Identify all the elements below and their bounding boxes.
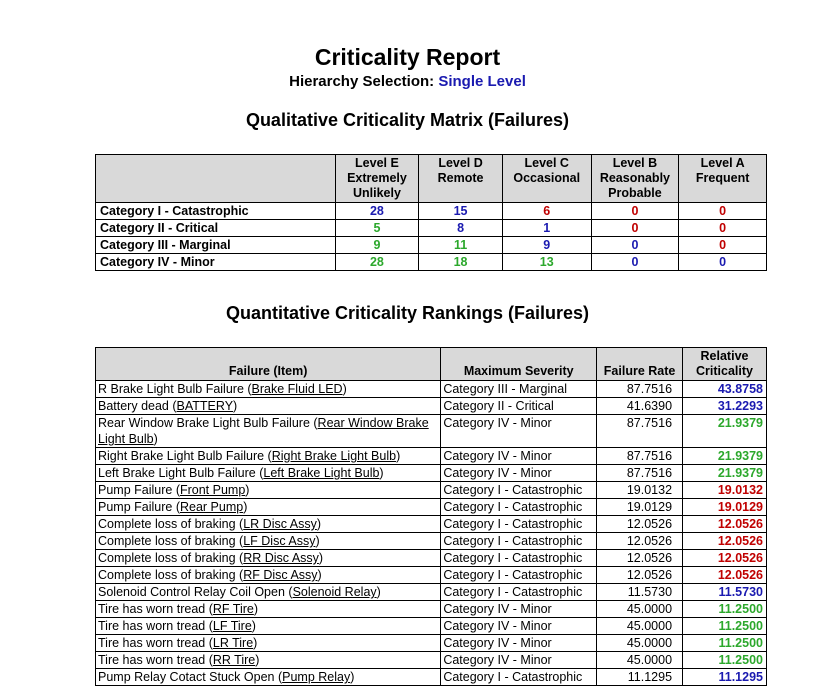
severity-cell: Category I - Catastrophic xyxy=(441,550,597,567)
item-link[interactable]: Brake Fluid LED xyxy=(251,382,343,396)
criticality-cell: 21.9379 xyxy=(683,448,767,465)
severity-cell: Category I - Catastrophic xyxy=(441,584,597,601)
matrix-count: 0 xyxy=(591,254,679,271)
matrix-count: 18 xyxy=(419,254,503,271)
matrix-count: 0 xyxy=(591,237,679,254)
rankings-header-row xyxy=(96,348,767,381)
severity-cell: Category IV - Minor xyxy=(441,415,597,448)
table-row xyxy=(96,398,767,415)
matrix-count: 6 xyxy=(502,203,591,220)
failure-cell: R Brake Light Bulb Failure (Brake Fluid LED) xyxy=(96,381,441,398)
matrix-row xyxy=(96,220,767,237)
failure-rate-cell: 19.0132 xyxy=(597,482,683,499)
matrix-count: 15 xyxy=(419,203,503,220)
failure-mode: Tire has worn tread xyxy=(98,636,206,650)
failure-cell: Rear Window Brake Light Bulb Failure (Rear Window Brake Light Bulb) xyxy=(96,415,441,448)
table-row xyxy=(96,550,767,567)
criticality-cell: 12.0526 xyxy=(683,533,767,550)
matrix-count: 0 xyxy=(679,254,767,271)
matrix-count: 28 xyxy=(335,203,419,220)
severity-cell: Category IV - Minor xyxy=(441,652,597,669)
item-link[interactable]: Solenoid Relay xyxy=(292,585,377,599)
criticality-cell: 11.2500 xyxy=(683,652,767,669)
matrix-category: Category III - Marginal xyxy=(96,237,336,254)
failure-mode: Pump Relay Cotact Stuck Open xyxy=(98,670,275,684)
report-title: Criticality Report xyxy=(314,44,501,70)
failure-mode: Left Brake Light Bulb Failure xyxy=(98,466,256,480)
matrix-level-header xyxy=(502,155,591,203)
failure-mode: Right Brake Light Bulb Failure xyxy=(98,449,265,463)
table-row xyxy=(96,415,767,448)
matrix-title: Qualitative Criticality Matrix (Failures) xyxy=(245,110,570,130)
failure-mode: Pump Failure xyxy=(98,483,173,497)
matrix-count: 0 xyxy=(591,220,679,237)
matrix-level-header-line: Reasonably xyxy=(599,171,670,185)
matrix-level-header-line: Remote xyxy=(437,171,484,185)
failure-mode: Solenoid Control Relay Coil Open xyxy=(98,585,285,599)
item-link[interactable]: RF Disc Assy xyxy=(243,568,318,582)
table-row xyxy=(96,516,767,533)
criticality-cell: 21.9379 xyxy=(683,465,767,482)
failure-cell: Tire has worn tread (LF Tire) xyxy=(96,618,441,635)
matrix-count: 8 xyxy=(419,220,503,237)
failure-rate-cell: 45.0000 xyxy=(597,618,683,635)
matrix-count: 9 xyxy=(335,237,419,254)
severity-cell: Category I - Catastrophic xyxy=(441,499,597,516)
severity-cell: Category I - Catastrophic xyxy=(441,567,597,584)
matrix-row xyxy=(96,237,767,254)
failure-rate-cell: 19.0129 xyxy=(597,499,683,516)
matrix-row xyxy=(96,203,767,220)
matrix-level-header xyxy=(679,155,767,203)
failure-rate-cell: 45.0000 xyxy=(597,652,683,669)
failure-rate-cell: 11.1295 xyxy=(597,669,683,686)
item-link[interactable]: Front Pump xyxy=(179,483,246,497)
failure-mode: Tire has worn tread xyxy=(98,619,206,633)
failure-rate-cell: 12.0526 xyxy=(597,533,683,550)
matrix-level-header-line: Level E xyxy=(355,156,399,170)
item-link[interactable]: LF Disc Assy xyxy=(243,534,316,548)
failure-rate-cell: 41.6390 xyxy=(597,398,683,415)
item-link[interactable]: Rear Window Brake Light Bulb xyxy=(98,416,429,446)
failure-cell: Complete loss of braking (LF Disc Assy) xyxy=(96,533,441,550)
matrix-count: 1 xyxy=(502,220,591,237)
table-row xyxy=(96,635,767,652)
matrix-category: Category II - Critical xyxy=(96,220,336,237)
matrix-level-header-line: Occasional xyxy=(513,171,581,185)
severity-cell: Category IV - Minor xyxy=(441,465,597,482)
matrix-level-header-line: Frequent xyxy=(695,171,750,185)
matrix-level-header-line: Unlikely xyxy=(352,186,401,200)
failure-cell: Tire has worn tread (RR Tire) xyxy=(96,652,441,669)
matrix-count: 0 xyxy=(591,203,679,220)
table-row xyxy=(96,499,767,516)
table-row xyxy=(96,669,767,686)
matrix-row xyxy=(96,254,767,271)
criticality-cell: 11.2500 xyxy=(683,618,767,635)
failure-mode: Complete loss of braking xyxy=(98,534,236,548)
failure-mode: Complete loss of braking xyxy=(98,551,236,565)
item-link[interactable]: LR Disc Assy xyxy=(243,517,317,531)
criticality-cell: 11.2500 xyxy=(683,601,767,618)
matrix-level-header-line: Level C xyxy=(524,156,569,170)
matrix-count: 0 xyxy=(679,203,767,220)
table-row xyxy=(96,567,767,584)
failure-cell: Pump Failure (Rear Pump) xyxy=(96,499,441,516)
matrix-level-header-line: Level B xyxy=(612,156,658,170)
matrix-level-header xyxy=(419,155,503,203)
failure-cell: Pump Failure (Front Pump) xyxy=(96,482,441,499)
col-header-failure: Failure (Item) xyxy=(96,348,441,381)
item-link[interactable]: BATTERY xyxy=(176,399,234,413)
matrix-category: Category I - Catastrophic xyxy=(96,203,336,220)
failure-rate-cell: 87.7516 xyxy=(597,448,683,465)
failure-cell: Right Brake Light Bulb Failure (Right Brake Light Bulb) xyxy=(96,448,441,465)
matrix-level-header-line: Extremely xyxy=(347,171,407,185)
table-row xyxy=(96,381,767,398)
criticality-cell: 11.1295 xyxy=(683,669,767,686)
severity-cell: Category I - Catastrophic xyxy=(441,482,597,499)
item-link[interactable]: LR Tire xyxy=(212,636,254,650)
failure-cell: Battery dead (BATTERY) xyxy=(96,398,441,415)
col-header-criticality xyxy=(683,348,767,381)
matrix-level-header xyxy=(591,155,679,203)
item-link[interactable]: RF Tire xyxy=(212,602,254,616)
matrix-header-row xyxy=(96,155,767,203)
failure-mode: R Brake Light Bulb Failure xyxy=(98,382,244,396)
failure-rate-cell: 11.5730 xyxy=(597,584,683,601)
matrix-level-header-line: Level A xyxy=(700,156,745,170)
failure-rate-cell: 87.7516 xyxy=(597,381,683,398)
table-row xyxy=(96,533,767,550)
col-header-rate: Failure Rate xyxy=(597,348,683,381)
severity-cell: Category IV - Minor xyxy=(441,601,597,618)
failure-mode: Tire has worn tread xyxy=(98,653,206,667)
criticality-rankings-table xyxy=(95,347,767,686)
matrix-count: 9 xyxy=(502,237,591,254)
matrix-level-header-line: Level D xyxy=(438,156,483,170)
severity-cell: Category I - Catastrophic xyxy=(441,669,597,686)
matrix-level-header xyxy=(335,155,419,203)
hierarchy-selection-label: Hierarchy Selection: xyxy=(289,73,435,90)
criticality-cell: 12.0526 xyxy=(683,567,767,584)
criticality-cell: 43.8758 xyxy=(683,381,767,398)
item-link[interactable]: RR Tire xyxy=(212,653,256,667)
matrix-count: 0 xyxy=(679,237,767,254)
item-link[interactable]: Left Brake Light Bulb xyxy=(263,466,380,480)
severity-cell: Category IV - Minor xyxy=(441,635,597,652)
failure-mode: Complete loss of braking xyxy=(98,517,236,531)
failure-rate-cell: 87.7516 xyxy=(597,465,683,482)
failure-cell: Tire has worn tread (RF Tire) xyxy=(96,601,441,618)
table-row xyxy=(96,465,767,482)
matrix-level-header-line: Probable xyxy=(608,186,662,200)
failure-cell: Complete loss of braking (LR Disc Assy) xyxy=(96,516,441,533)
matrix-category: Category IV - Minor xyxy=(96,254,336,271)
table-row xyxy=(96,652,767,669)
criticality-cell: 12.0526 xyxy=(683,516,767,533)
criticality-matrix xyxy=(95,154,767,271)
hierarchy-selection-value: Single Level xyxy=(438,73,526,90)
failure-mode: Battery dead xyxy=(98,399,169,413)
matrix-count: 5 xyxy=(335,220,419,237)
criticality-cell: 19.0129 xyxy=(683,499,767,516)
criticality-cell: 11.2500 xyxy=(683,635,767,652)
criticality-cell: 21.9379 xyxy=(683,415,767,448)
failure-mode: Pump Failure xyxy=(98,500,173,514)
failure-cell: Tire has worn tread (LR Tire) xyxy=(96,635,441,652)
failure-rate-cell: 12.0526 xyxy=(597,567,683,584)
col-header-severity: Maximum Severity xyxy=(441,348,597,381)
severity-cell: Category II - Critical xyxy=(441,398,597,415)
rankings-title: Quantitative Criticality Rankings (Failures) xyxy=(225,303,590,323)
matrix-count: 28 xyxy=(335,254,419,271)
item-link[interactable]: LF Tire xyxy=(212,619,252,633)
severity-cell: Category I - Catastrophic xyxy=(441,533,597,550)
item-link[interactable]: Pump Relay xyxy=(282,670,351,684)
col-header-criticality-line2: Criticality xyxy=(696,364,753,378)
failure-mode: Tire has worn tread xyxy=(98,602,206,616)
item-link[interactable]: RR Disc Assy xyxy=(243,551,319,565)
criticality-cell: 12.0526 xyxy=(683,550,767,567)
failure-rate-cell: 12.0526 xyxy=(597,516,683,533)
failure-cell: Complete loss of braking (RF Disc Assy) xyxy=(96,567,441,584)
table-row xyxy=(96,448,767,465)
severity-cell: Category I - Catastrophic xyxy=(441,516,597,533)
matrix-corner xyxy=(96,155,336,203)
criticality-cell: 31.2293 xyxy=(683,398,767,415)
hierarchy-selection xyxy=(0,73,815,90)
failure-cell: Solenoid Control Relay Coil Open (Solenoid Relay) xyxy=(96,584,441,601)
matrix-count: 0 xyxy=(679,220,767,237)
criticality-cell: 11.5730 xyxy=(683,584,767,601)
item-link[interactable]: Right Brake Light Bulb xyxy=(271,449,397,463)
failure-rate-cell: 45.0000 xyxy=(597,601,683,618)
table-row xyxy=(96,584,767,601)
table-row xyxy=(96,601,767,618)
col-header-criticality-line1: Relative xyxy=(700,349,749,363)
failure-rate-cell: 45.0000 xyxy=(597,635,683,652)
failure-cell: Pump Relay Cotact Stuck Open (Pump Relay) xyxy=(96,669,441,686)
failure-rate-cell: 87.7516 xyxy=(597,415,683,448)
matrix-count: 11 xyxy=(419,237,503,254)
severity-cell: Category IV - Minor xyxy=(441,448,597,465)
failure-mode: Complete loss of braking xyxy=(98,568,236,582)
table-row xyxy=(96,618,767,635)
severity-cell: Category IV - Minor xyxy=(441,618,597,635)
failure-rate-cell: 12.0526 xyxy=(597,550,683,567)
failure-cell: Complete loss of braking (RR Disc Assy) xyxy=(96,550,441,567)
criticality-cell: 19.0132 xyxy=(683,482,767,499)
table-row xyxy=(96,482,767,499)
severity-cell: Category III - Marginal xyxy=(441,381,597,398)
matrix-count: 13 xyxy=(502,254,591,271)
failure-cell: Left Brake Light Bulb Failure (Left Brake Light Bulb) xyxy=(96,465,441,482)
failure-mode: Rear Window Brake Light Bulb Failure xyxy=(98,416,310,430)
item-link[interactable]: Rear Pump xyxy=(179,500,244,514)
